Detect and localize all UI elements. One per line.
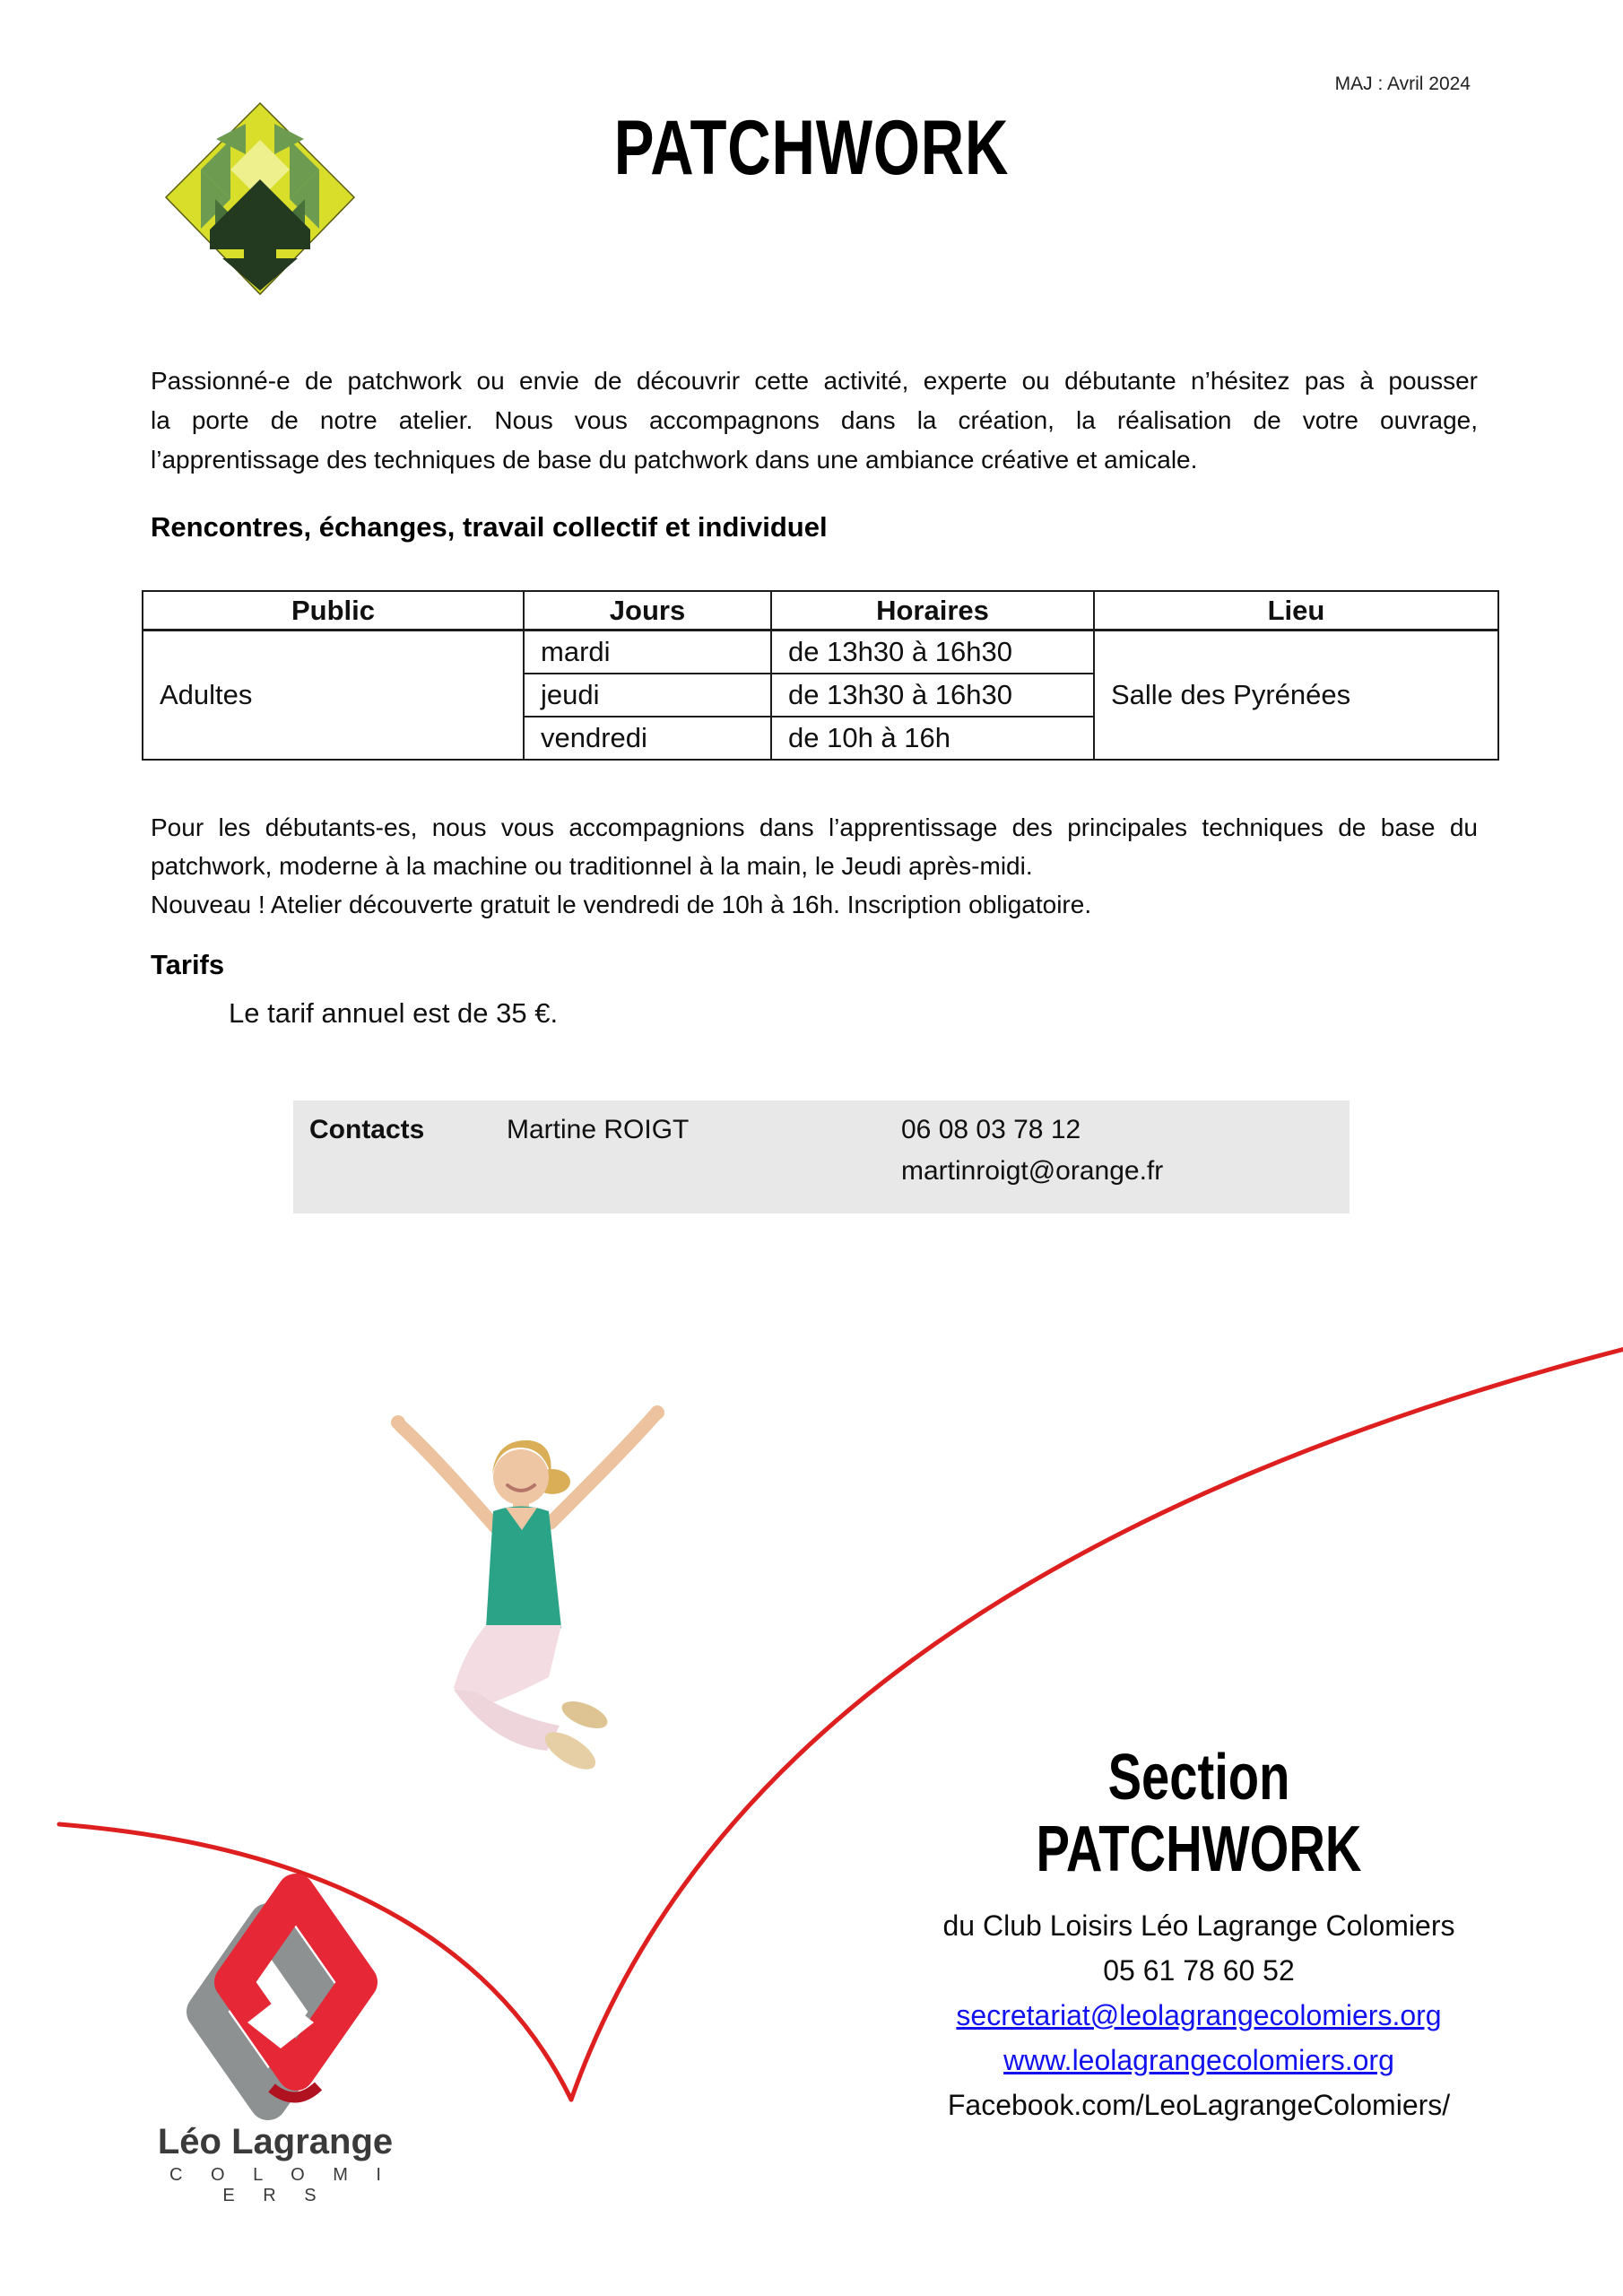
tarifs-heading: Tarifs xyxy=(151,949,225,980)
activities-heading: Rencontres, échanges, travail collectif et individuel xyxy=(151,511,828,543)
table-cell-hours: de 10h à 16h xyxy=(772,718,1095,759)
table-cell-day: vendredi xyxy=(525,718,772,759)
details-line: Pour les débutants-es, nous vous accompagnions dans l’apprentissage des principales techniques de base du xyxy=(151,813,1478,841)
jumping-woman-photo xyxy=(359,1392,692,1794)
schedule-table xyxy=(142,590,1499,761)
intro-line: l’apprentissage des techniques de base du patchwork dans une ambiance créative et amicale. xyxy=(151,446,1198,474)
contact-phone: 06 08 03 78 12 xyxy=(901,1115,1081,1144)
club-facebook: Facebook.com/LeoLagrangeColomiers/ xyxy=(947,2089,1451,2121)
table-cell-day: mardi xyxy=(525,631,772,674)
tarif-amount: Le tarif annuel est de 35 €. xyxy=(229,997,559,1029)
col-header-lieu: Lieu xyxy=(1095,592,1497,631)
col-header-jours: Jours xyxy=(525,592,772,631)
table-cell-lieu: Salle des Pyrénées xyxy=(1095,631,1497,759)
table-cell-public: Adultes xyxy=(143,631,525,759)
section-title-block xyxy=(840,1742,1558,1885)
intro-paragraph xyxy=(151,361,1478,480)
col-header-horaires: Horaires xyxy=(772,592,1095,631)
club-org: du Club Loisirs Léo Lagrange Colomiers xyxy=(942,1909,1455,1942)
leo-lagrange-logo-icon xyxy=(166,1873,381,2133)
details-line: patchwork, moderne à la machine ou traditionnel à la main, le Jeudi après-midi. xyxy=(151,852,1033,880)
leo-lagrange-logo-city: C O L O M I E R S xyxy=(169,2165,393,2205)
leo-lagrange-logo-name: Léo Lagrange xyxy=(157,2122,394,2161)
page-title: PATCHWORK xyxy=(613,105,1010,191)
table-cell-hours: de 13h30 à 16h30 xyxy=(772,674,1095,718)
update-date: MAJ : Avril 2024 xyxy=(1334,74,1471,94)
intro-line: la porte de notre atelier. Nous vous accompagnons dans la création, la réalisation de votre ouvrage, xyxy=(151,406,1478,434)
club-phone: 05 61 78 60 52 xyxy=(1103,1954,1295,1987)
contact-name: Martine ROIGT xyxy=(507,1115,690,1144)
club-email-link[interactable]: secretariat@leolagrangecolomiers.org xyxy=(956,1999,1442,2031)
club-info-block xyxy=(840,1903,1558,2127)
contacts-box xyxy=(293,1100,1350,1213)
details-paragraph xyxy=(151,808,1478,924)
col-header-public: Public xyxy=(143,592,525,631)
details-line: Nouveau ! Atelier découverte gratuit le vendredi de 10h à 16h. Inscription obligatoire. xyxy=(151,891,1092,918)
contact-email: martinroigt@orange.fr xyxy=(901,1156,1164,1186)
club-website-link[interactable]: www.leolagrangecolomiers.org xyxy=(1003,2044,1394,2076)
section-name: PATCHWORK xyxy=(1036,1813,1362,1885)
contacts-label: Contacts xyxy=(309,1115,425,1144)
intro-line: Passionné-e de patchwork ou envie de découvrir cette activité, experte ou débutante n’hésitez pas à pousser xyxy=(151,367,1478,395)
table-cell-hours: de 13h30 à 16h30 xyxy=(772,631,1095,674)
table-cell-day: jeudi xyxy=(525,674,772,718)
section-word: Section xyxy=(1107,1742,1290,1813)
